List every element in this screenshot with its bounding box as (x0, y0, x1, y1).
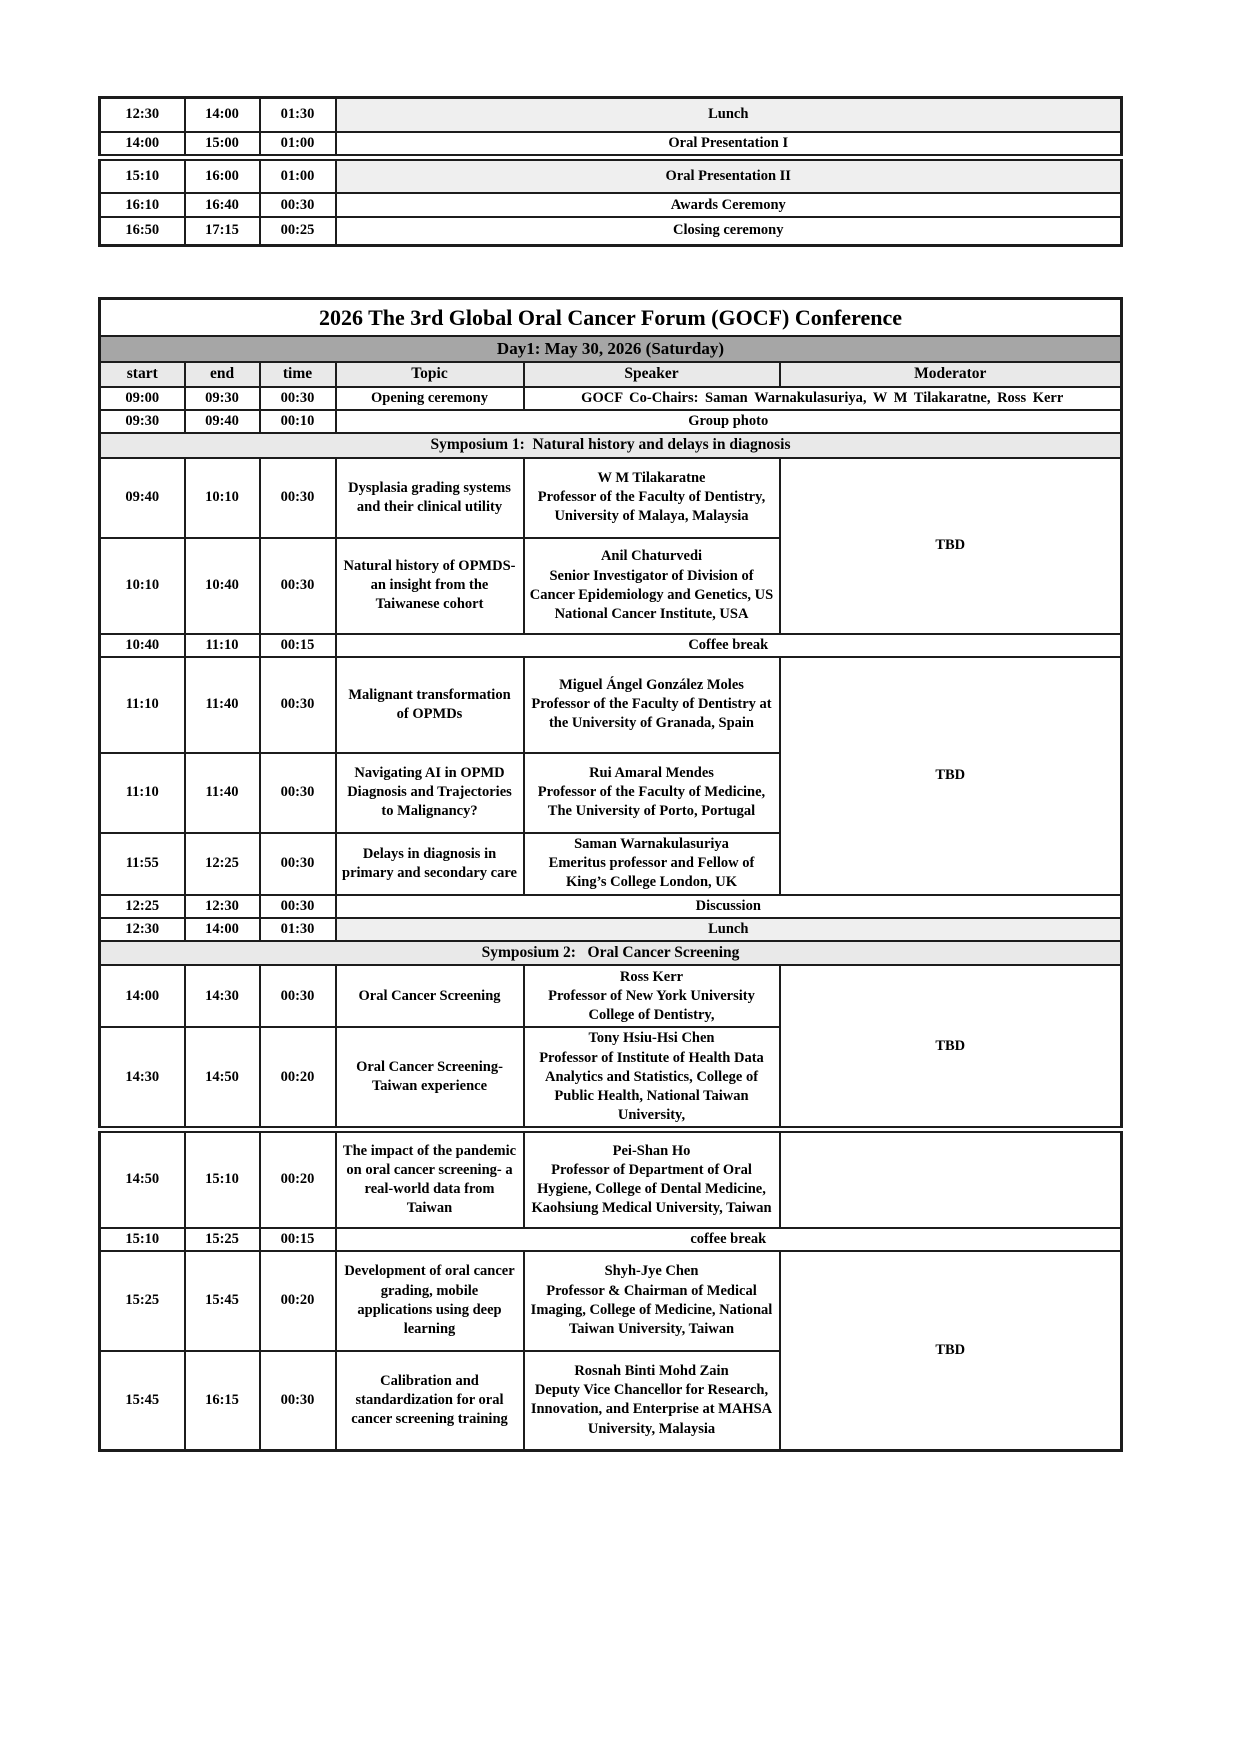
lunch-row (100, 918, 1122, 941)
topic-cell: Natural history of OPMDS- an insight from the Taiwanese cohort (336, 538, 524, 634)
talk-row (100, 657, 1122, 753)
speaker-affiliation: Professor of the Faculty of Medicine, The University of Porto, Portugal (537, 784, 766, 820)
end-time-cell: 14:30 (185, 965, 260, 1027)
speakers-cell: GOCF Co-Chairs: Saman Warnakulasuriya, W M Tilakaratne, Ross Kerr (524, 387, 1122, 410)
event-cell: Awards Ceremony (336, 193, 1122, 217)
speaker-affiliation: Senior Investigator of Division of Cancer Epidemiology and Genetics, US National Cancer Institute, USA (529, 567, 774, 622)
coffee-break-row (100, 1228, 1122, 1251)
event-cell: Oral Presentation II (336, 157, 1122, 193)
discussion-row (100, 895, 1122, 918)
summary-row (100, 98, 1122, 132)
duration-cell: 00:30 (260, 387, 336, 410)
end-time-cell: 10:40 (185, 538, 260, 634)
topic-cell: Calibration and standardization for oral cancer screening training (336, 1351, 524, 1451)
column-header-moderator: Moderator (780, 362, 1122, 386)
speaker-affiliation: Professor of New York University College of Dentistry, (548, 987, 755, 1024)
speaker-name: Rui Amaral Mendes (589, 765, 714, 782)
talk-row (100, 1130, 1122, 1228)
event-cell: Lunch (336, 98, 1122, 132)
end-time-cell: 14:50 (185, 1027, 260, 1129)
start-time-cell: 12:25 (100, 895, 185, 918)
start-time-cell: 10:40 (100, 634, 185, 657)
topic-cell: Malignant transformation of OPMDs (336, 657, 524, 753)
speaker-name: Ross Kerr (619, 968, 684, 985)
start-time-cell: 16:50 (100, 217, 185, 245)
speaker-affiliation: Emeritus professor and Fellow of King’s College London, UK (548, 855, 755, 891)
start-time-cell: 12:30 (100, 918, 185, 941)
summary-row (100, 217, 1122, 245)
speaker-name: Rosnah Binti Mohd Zain (574, 1363, 729, 1380)
day-header: Day1: May 30, 2026 (Saturday) (100, 336, 1122, 362)
duration-cell: 00:30 (260, 657, 336, 753)
speaker-affiliation: Professor of Department of Oral Hygiene, College of Dental Medicine, Kaohsiung Medical University, Taiwan (531, 1161, 772, 1216)
speaker-name: Saman Warnakulasuriya (574, 836, 729, 853)
end-time-cell: 10:10 (185, 458, 260, 538)
event-cell: Oral Presentation I (336, 132, 1122, 158)
start-time-cell: 14:00 (100, 965, 185, 1027)
moderator-cell: TBD (780, 657, 1122, 895)
end-time-cell: 12:30 (185, 895, 260, 918)
speaker-name: Tony Hsiu-Hsi Chen (588, 1030, 715, 1047)
event-cell: Group photo (336, 410, 1122, 433)
start-time-cell: 14:50 (100, 1130, 185, 1228)
duration-cell: 00:20 (260, 1251, 336, 1351)
duration-cell: 00:20 (260, 1130, 336, 1228)
start-time-cell: 09:30 (100, 410, 185, 433)
summary-row (100, 193, 1122, 217)
start-time-cell: 12:30 (100, 98, 185, 132)
speaker-affiliation: Professor of Institute of Health Data Analytics and Statistics, College of Public Health, National Taiwan University, (539, 1049, 764, 1123)
start-time-cell: 14:00 (100, 132, 185, 158)
end-time-cell: 11:40 (185, 657, 260, 753)
duration-cell: 00:15 (260, 1228, 336, 1251)
end-time-cell: 17:15 (185, 217, 260, 245)
end-time-cell: 16:40 (185, 193, 260, 217)
moderator-cell: TBD (780, 1251, 1122, 1451)
start-time-cell: 11:10 (100, 753, 185, 833)
end-time-cell: 11:40 (185, 753, 260, 833)
speaker-name: Pei-Shan Ho (612, 1142, 691, 1159)
end-time-cell: 16:15 (185, 1351, 260, 1451)
end-time-cell: 14:00 (185, 918, 260, 941)
duration-cell: 00:30 (260, 965, 336, 1027)
duration-cell: 00:30 (260, 458, 336, 538)
group-photo-row (100, 410, 1122, 433)
topic-cell: Oral Cancer Screening- Taiwan experience (336, 1027, 524, 1129)
duration-cell: 01:30 (260, 918, 336, 941)
event-cell: Closing ceremony (336, 217, 1122, 245)
column-header-topic: Topic (336, 362, 524, 386)
moderator-cell-empty (780, 1130, 1122, 1228)
start-time-cell: 15:45 (100, 1351, 185, 1451)
start-time-cell: 11:10 (100, 657, 185, 753)
start-time-cell: 09:40 (100, 458, 185, 538)
duration-cell: 00:30 (260, 538, 336, 634)
topic-cell: The impact of the pandemic on oral cancer screening- a real-world data from Taiwan (336, 1130, 524, 1228)
column-header-end: end (185, 362, 260, 386)
duration-cell: 01:00 (260, 157, 336, 193)
speaker-cell (524, 1251, 780, 1351)
speaker-name: Anil Chaturvedi (600, 548, 703, 565)
schedule-table (98, 297, 1123, 1452)
speaker-cell (524, 833, 780, 895)
section-header: Symposium 1: Natural history and delays in diagnosis (100, 433, 1122, 457)
speaker-cell (524, 965, 780, 1027)
topic-cell: Navigating AI in OPMD Diagnosis and Trajectories to Malignancy? (336, 753, 524, 833)
start-time-cell: 15:10 (100, 1228, 185, 1251)
column-header-time: time (260, 362, 336, 386)
duration-cell: 00:10 (260, 410, 336, 433)
duration-cell: 00:30 (260, 895, 336, 918)
duration-cell: 00:30 (260, 1351, 336, 1451)
title-row (100, 299, 1122, 337)
start-time-cell: 10:10 (100, 538, 185, 634)
column-header-start: start (100, 362, 185, 386)
duration-cell: 00:20 (260, 1027, 336, 1129)
end-time-cell: 15:00 (185, 132, 260, 158)
symposium1-header-row (100, 433, 1122, 457)
start-time-cell: 16:10 (100, 193, 185, 217)
column-header-row (100, 362, 1122, 386)
event-cell: coffee break (336, 1228, 1122, 1251)
day-header-row (100, 336, 1122, 362)
speaker-affiliation: Deputy Vice Chancellor for Research, Innovation, and Enterprise at MAHSA University, Malaysia (530, 1382, 773, 1437)
start-time-cell: 14:30 (100, 1027, 185, 1129)
speaker-cell (524, 1130, 780, 1228)
topic-cell: Oral Cancer Screening (336, 965, 524, 1027)
end-time-cell: 12:25 (185, 833, 260, 895)
end-time-cell: 15:45 (185, 1251, 260, 1351)
speaker-affiliation: Professor of the Faculty of Dentistry at the University of Granada, Spain (531, 696, 772, 732)
speaker-cell (524, 1351, 780, 1451)
speaker-name: Shyh-Jye Chen (604, 1263, 699, 1280)
duration-cell: 01:30 (260, 98, 336, 132)
end-time-cell: 15:10 (185, 1130, 260, 1228)
start-time-cell: 09:00 (100, 387, 185, 410)
coffee-break-row (100, 634, 1122, 657)
end-time-cell: 15:25 (185, 1228, 260, 1251)
talk-row (100, 1251, 1122, 1351)
talk-row (100, 965, 1122, 1027)
speaker-affiliation: Professor & Chairman of Medical Imaging, College of Medicine, National Taiwan University, Taiwan (530, 1282, 773, 1337)
event-cell: Lunch (336, 918, 1122, 941)
start-time-cell: 11:55 (100, 833, 185, 895)
summary-table (98, 96, 1123, 247)
column-header-speaker: Speaker (524, 362, 780, 386)
duration-cell: 00:25 (260, 217, 336, 245)
topic-cell: Dysplasia grading systems and their clinical utility (336, 458, 524, 538)
symposium2-header-row (100, 941, 1122, 965)
speaker-cell (524, 1027, 780, 1129)
speaker-cell (524, 753, 780, 833)
end-time-cell: 14:00 (185, 98, 260, 132)
end-time-cell: 16:00 (185, 157, 260, 193)
topic-cell: Delays in diagnosis in primary and secondary care (336, 833, 524, 895)
speaker-cell (524, 458, 780, 538)
page-title: 2026 The 3rd Global Oral Cancer Forum (GOCF) Conference (100, 299, 1122, 337)
duration-cell: 00:30 (260, 753, 336, 833)
topic-cell: Development of oral cancer grading, mobile applications using deep learning (336, 1251, 524, 1351)
speaker-name: Miguel Ángel González Moles (559, 677, 744, 694)
moderator-cell: TBD (780, 458, 1122, 634)
duration-cell: 00:30 (260, 833, 336, 895)
opening-ceremony-row (100, 387, 1122, 410)
section-header: Symposium 2: Oral Cancer Screening (100, 941, 1122, 965)
event-cell: Coffee break (336, 634, 1122, 657)
speaker-affiliation: Professor of the Faculty of Dentistry, University of Malaya, Malaysia (537, 489, 766, 525)
start-time-cell: 15:25 (100, 1251, 185, 1351)
end-time-cell: 11:10 (185, 634, 260, 657)
speaker-cell (524, 657, 780, 753)
duration-cell: 00:30 (260, 193, 336, 217)
summary-row (100, 132, 1122, 158)
start-time-cell: 15:10 (100, 157, 185, 193)
speaker-cell (524, 538, 780, 634)
event-cell: Discussion (336, 895, 1122, 918)
speaker-name: W M Tilakaratne (597, 469, 706, 486)
talk-row (100, 458, 1122, 538)
duration-cell: 01:00 (260, 132, 336, 158)
end-time-cell: 09:30 (185, 387, 260, 410)
duration-cell: 00:15 (260, 634, 336, 657)
summary-row (100, 157, 1122, 193)
topic-cell: Opening ceremony (336, 387, 524, 410)
end-time-cell: 09:40 (185, 410, 260, 433)
moderator-cell: TBD (780, 965, 1122, 1129)
